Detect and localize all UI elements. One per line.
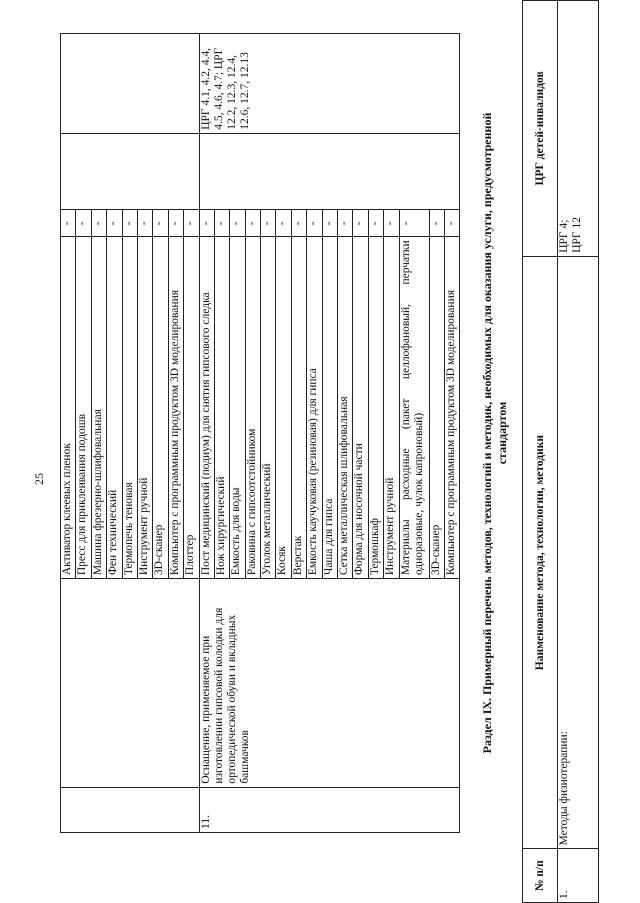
materials-item	[399, 237, 429, 579]
row-num: 11.	[199, 787, 460, 832]
equipment-qty: -	[245, 210, 260, 237]
materials-word: Материалы	[399, 519, 412, 576]
methods-row	[558, 1, 599, 903]
equipment-qty: -	[338, 210, 353, 237]
materials-line: одноразовые, чулок капроновый)	[412, 412, 425, 576]
equipment-qty: -	[429, 210, 444, 237]
equipment-item: Чаша для гипса	[322, 237, 337, 579]
prev-blank-cell	[61, 133, 200, 209]
section-title: Раздел IX. Примерный перечень методов, технологий и методик, необходимых для оказания услуги, предусмотренной стандартом	[480, 112, 509, 754]
equipment-item: 3D-сканер	[153, 237, 168, 579]
equipment-item: Нож хирургический	[214, 237, 229, 579]
equipment-qty: -	[137, 210, 152, 237]
equipment-qty: -	[276, 210, 291, 237]
equipment-item: Пост медицинский (подиум) для снятия гипсового следка	[199, 237, 214, 579]
equipment-item: Сетка металлическая шлифовальная	[338, 237, 353, 579]
equipment-item: Раковина с гипсоотстойником	[245, 237, 260, 579]
equipment-qty: -	[399, 210, 429, 237]
equipment-item: Компьютер с программным продуктом 3D моделирования	[168, 237, 183, 579]
equipment-item: Пресс для приклеивания подошв	[76, 237, 91, 579]
equipment-qty: -	[91, 210, 106, 237]
table-row	[61, 34, 76, 833]
equipment-item: Компьютер с программным продуктом 3D моделирования	[444, 237, 459, 579]
materials-word: расходные	[399, 448, 412, 500]
materials-word: (пакет	[399, 398, 412, 430]
equipment-item: Емкость каучуковая (резиновая) для гипса	[307, 237, 322, 579]
methods-header-row	[523, 1, 558, 903]
equipment-table	[60, 33, 460, 833]
method-code-line: ЦРГ 12	[571, 217, 583, 253]
equipment-item: Машина фрезерно-шлифовальная	[91, 237, 106, 579]
equipment-item: Емкость для воды	[230, 237, 245, 579]
prev-codes-cell	[61, 34, 200, 134]
equipment-qty: -	[61, 210, 76, 237]
equipment-qty: -	[214, 210, 229, 237]
method-code-line: ЦРГ 4;	[558, 219, 570, 253]
equipment-qty: -	[307, 210, 322, 237]
equipment-qty: -	[199, 210, 214, 237]
page-number: 25	[32, 473, 46, 485]
materials-word: целлофановый,	[399, 303, 412, 380]
equipment-item: Инструмент ручной	[384, 237, 399, 579]
method-name: Методы физиотерапии:	[558, 256, 599, 849]
header-method: Наименование метода, технологии, методики	[523, 256, 558, 849]
equipment-item: Уголок металлический	[261, 237, 276, 579]
method-num: 1.	[558, 849, 599, 903]
equipment-qty: -	[353, 210, 368, 237]
equipment-qty: -	[168, 210, 183, 237]
methods-table	[522, 0, 599, 903]
prev-num-cell	[61, 787, 200, 832]
equipment-qty: -	[291, 210, 306, 237]
equipment-qty: -	[444, 210, 459, 237]
equipment-qty: -	[76, 210, 91, 237]
method-codes	[558, 1, 599, 257]
equipment-qty: -	[153, 210, 168, 237]
prev-name-cell	[61, 579, 200, 788]
row-blank-cell	[199, 133, 460, 209]
equipment-item: Активатор клеевых пленок	[61, 237, 76, 579]
equipment-item: Плоттер	[184, 237, 199, 579]
equipment-qty: -	[184, 210, 199, 237]
equipment-qty: -	[322, 210, 337, 237]
row-name: Оснащение, применяемое при изготовлении гипсовой колодки для ортопедической обуви и вкладных башмачков	[199, 579, 460, 788]
header-codes: ЦРГ детей-инвалидов	[523, 1, 558, 257]
equipment-qty: -	[230, 210, 245, 237]
equipment-qty: -	[261, 210, 276, 237]
table-row	[199, 34, 214, 833]
equipment-item: Форма для носочной части	[353, 237, 368, 579]
equipment-item: Термошкаф	[368, 237, 383, 579]
equipment-item: 3D-сканер	[429, 237, 444, 579]
header-num: № п/п	[523, 849, 558, 903]
equipment-item: Фен технический	[107, 237, 122, 579]
row-codes: ЦРГ 4.1, 4.2, 4.4, 4.5, 4.6, 4.7; ЦРГ 12.2, 12.3, 12.4, 12.6, 12.7, 12.13	[199, 34, 460, 134]
equipment-item: Косяк	[276, 237, 291, 579]
equipment-qty: -	[107, 210, 122, 237]
equipment-item: Инструмент ручной	[137, 237, 152, 579]
equipment-qty: -	[384, 210, 399, 237]
equipment-qty: -	[368, 210, 383, 237]
equipment-item: Верстак	[291, 237, 306, 579]
materials-line	[400, 240, 413, 575]
equipment-item: Термопечь теновая	[122, 237, 137, 579]
materials-word: перчатки	[399, 240, 412, 285]
equipment-qty: -	[122, 210, 137, 237]
